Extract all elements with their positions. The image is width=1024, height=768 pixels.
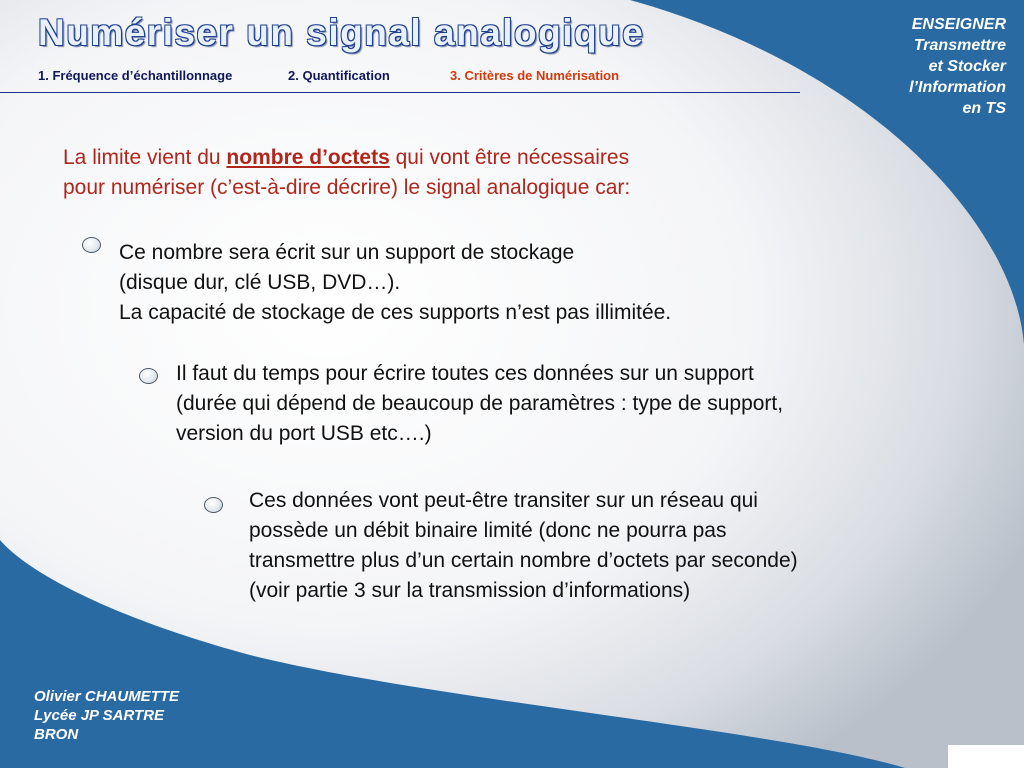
header-divider [0,92,800,93]
intro-text: La limite vient du [63,146,227,169]
author-footer [34,687,179,744]
course-label [836,14,1006,119]
bullet-line: (disque dur, clé USB, DVD…). [119,271,401,294]
footer-line: Olivier CHAUMETTE [34,688,180,705]
bullet-item-time [176,359,783,449]
course-label-line: l’Information [909,79,1006,96]
bullet-line: possède un débit binaire limité (donc ne pourra pas [249,519,727,542]
nav-item-frequence[interactable]: 1. Fréquence d’échantillonnage [38,68,233,83]
intro-text-line2: pour numériser (c’est-à-dire décrire) le signal analogique car: [63,176,631,199]
bullet-item-storage [119,238,671,328]
bullet-line: Ce nombre sera écrit sur un support de stockage [119,241,575,264]
course-label-line: ENSEIGNER [911,16,1006,33]
corner-patch [948,745,1024,768]
bullet-line: Il faut du temps pour écrire toutes ces données sur un support [176,362,754,385]
bullet-line: (durée qui dépend de beaucoup de paramètres : type de support, [176,392,784,415]
course-label-line: en TS [962,100,1006,117]
bullet-circle-icon [139,368,158,384]
bullet-circle-icon [204,497,223,513]
footer-line: BRON [34,726,79,743]
footer-line: Lycée JP SARTRE [34,707,165,724]
page-title: Numériser un signal analogique [38,12,645,53]
course-label-line: Transmettre [913,37,1006,54]
nav-item-criteres-active[interactable]: 3. Critères de Numérisation [450,68,620,83]
bullet-line: Ces données vont peut-être transiter sur un réseau qui [249,489,758,512]
nav-item-quantification[interactable]: 2. Quantification [288,68,390,83]
intro-emphasis: nombre d’octets [226,146,390,169]
bullet-line: transmettre plus d’un certain nombre d’octets par seconde) [249,549,798,572]
bullet-line: version du port USB etc….) [176,422,432,445]
course-label-line: et Stocker [928,58,1006,75]
bullet-item-network [249,486,798,606]
bullet-line: La capacité de stockage de ces supports n’est pas illimitée. [119,301,672,324]
intro-text: qui vont être nécessaires [389,146,630,169]
bullet-line: (voir partie 3 sur la transmission d’informations) [249,579,691,602]
bullet-circle-icon [82,237,101,253]
intro-paragraph [63,143,803,203]
